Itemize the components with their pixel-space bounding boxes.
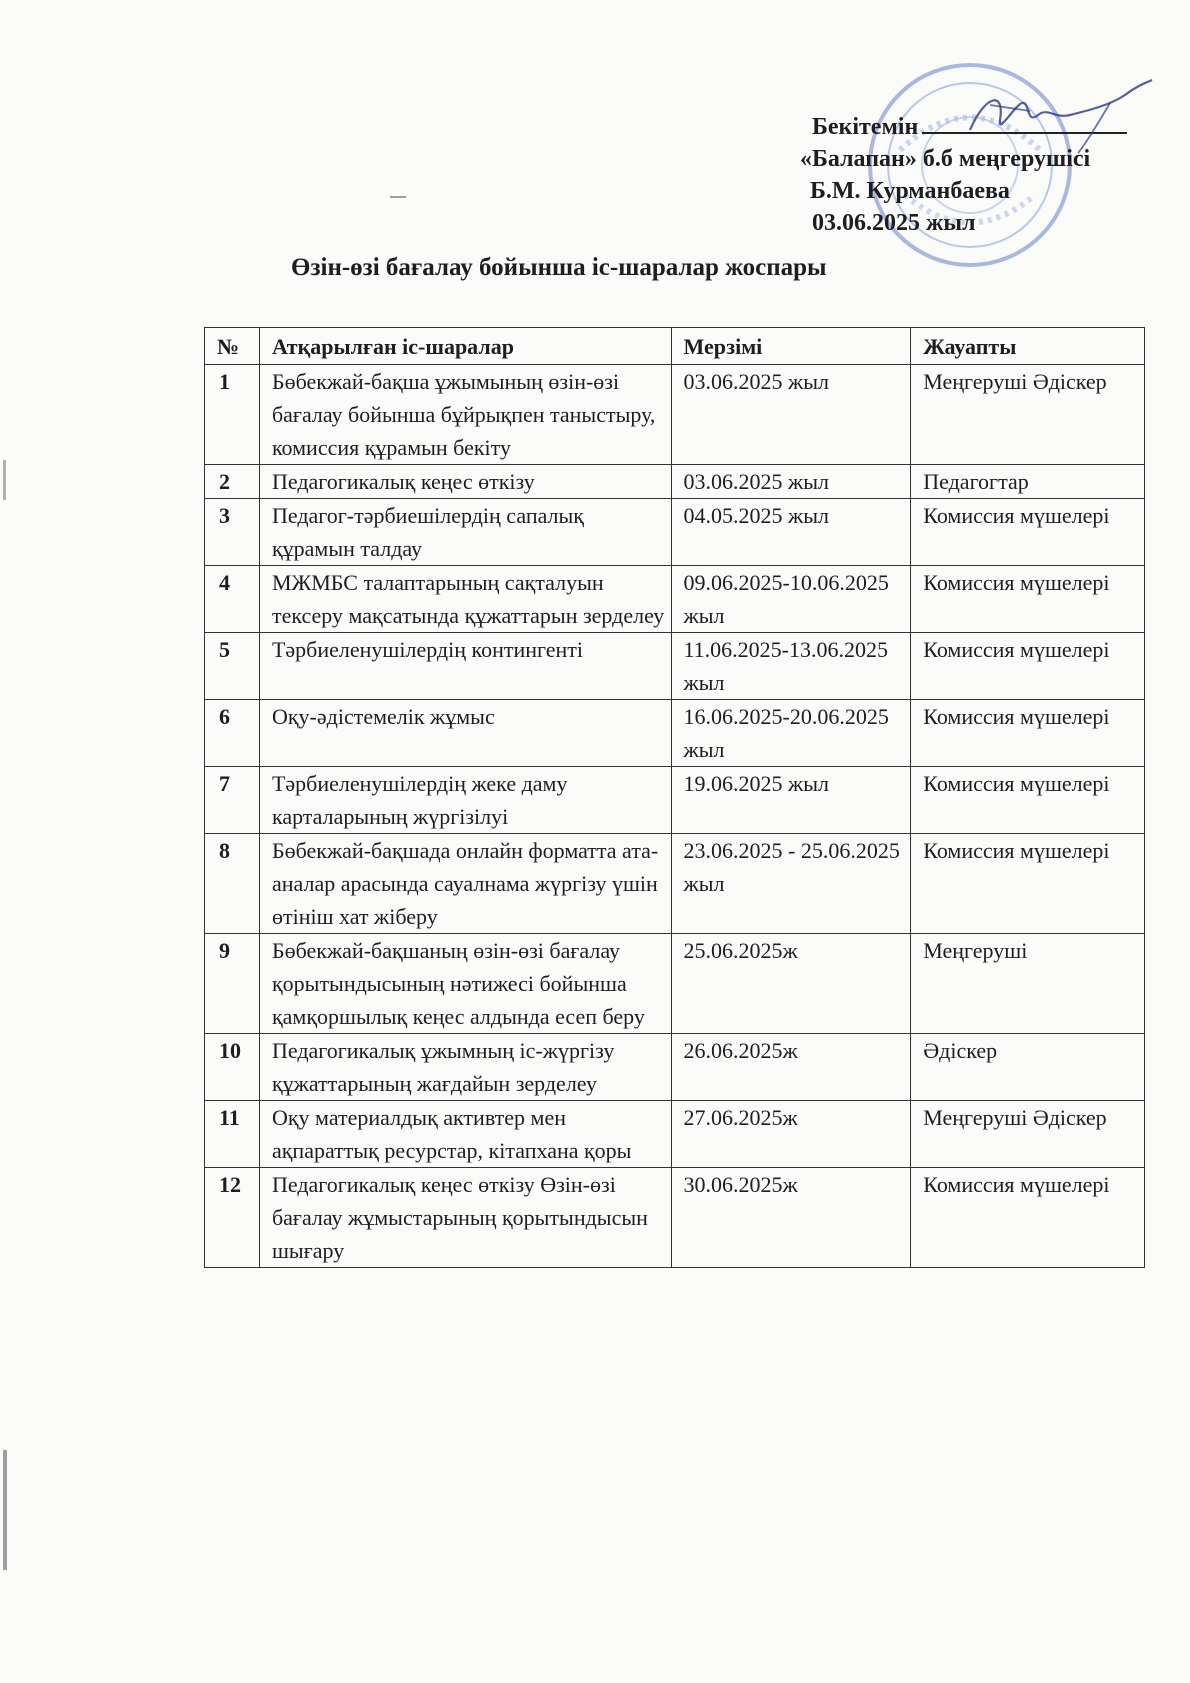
row-number: 11 — [205, 1101, 260, 1168]
row-date: 30.06.2025ж — [671, 1168, 911, 1268]
table-row — [205, 1034, 1145, 1101]
row-number: 10 — [205, 1034, 260, 1101]
table-row — [205, 1101, 1145, 1168]
table-row — [205, 934, 1145, 1034]
header-number: № — [205, 328, 260, 365]
row-date: 27.06.2025ж — [671, 1101, 911, 1168]
row-responsible: Меңгеруші — [911, 934, 1145, 1034]
row-responsible: Комиссия мүшелері — [911, 1168, 1145, 1268]
row-activity: Тәрбиеленушілердің контингенті — [259, 633, 671, 700]
header-activity: Атқарылған іс-шаралар — [259, 328, 671, 365]
row-number: 6 — [205, 700, 260, 767]
row-responsible: Меңгеруші Әдіскер — [911, 1101, 1145, 1168]
table-row — [205, 1168, 1145, 1268]
row-date: 23.06.2025 - 25.06.2025 жыл — [671, 834, 911, 934]
row-responsible: Комиссия мүшелері — [911, 700, 1145, 767]
row-activity: МЖМБС талаптарының сақталуын тексеру мақсатында құжаттарын зерделеу — [259, 566, 671, 633]
row-activity: Бөбекжай-бақшаның өзін-өзі бағалау қорытындысының нәтижесі бойынша қамқоршылық кеңес алдында есеп беру — [259, 934, 671, 1034]
row-number: 8 — [205, 834, 260, 934]
approver-position: «Балапан» б.б меңгерушісі — [800, 146, 1091, 172]
row-activity: Бөбекжай-бақша ұжымының өзін-өзі бағалау бойынша бұйрықпен таныстыру, комиссия құрамын бекіту — [259, 365, 671, 465]
row-date: 19.06.2025 жыл — [671, 767, 911, 834]
row-date: 09.06.2025-10.06.2025 жыл — [671, 566, 911, 633]
scan-speck — [3, 1450, 7, 1570]
table-row — [205, 465, 1145, 499]
row-number: 7 — [205, 767, 260, 834]
row-responsible: Педагогтар — [911, 465, 1145, 499]
approved-label: Бекітемін — [812, 114, 919, 140]
row-number: 9 — [205, 934, 260, 1034]
row-date: 04.05.2025 жыл — [671, 499, 911, 566]
table-header-row — [205, 328, 1145, 365]
row-responsible: Меңгеруші Әдіскер — [911, 365, 1145, 465]
row-activity: Оқу-әдістемелік жұмыс — [259, 700, 671, 767]
row-activity: Педагог-тәрбиешілердің сапалық құрамын талдау — [259, 499, 671, 566]
document-title: Өзін-өзі бағалау бойынша іс-шаралар жоспары — [291, 254, 827, 281]
row-responsible: Комиссия мүшелері — [911, 767, 1145, 834]
table-row — [205, 834, 1145, 934]
row-date: 03.06.2025 жыл — [671, 365, 911, 465]
row-responsible: Комиссия мүшелері — [911, 566, 1145, 633]
row-date: 26.06.2025ж — [671, 1034, 911, 1101]
row-number: 3 — [205, 499, 260, 566]
row-activity: Бөбекжай-бақшада онлайн форматта ата-аналар арасында сауалнама жүргізу үшін өтініш хат жіберу — [259, 834, 671, 934]
row-activity: Педагогикалық ұжымның іс-жүргізу құжаттарының жағдайын зерделеу — [259, 1034, 671, 1101]
table-row — [205, 700, 1145, 767]
row-number: 2 — [205, 465, 260, 499]
table-row — [205, 566, 1145, 633]
row-date: 03.06.2025 жыл — [671, 465, 911, 499]
approver-name: Б.М. Курманбаева — [810, 178, 1010, 204]
row-date: 11.06.2025-13.06.2025 жыл — [671, 633, 911, 700]
row-date: 16.06.2025-20.06.2025 жыл — [671, 700, 911, 767]
scan-speck — [390, 196, 406, 198]
header-date: Мерзімі — [671, 328, 911, 365]
row-date: 25.06.2025ж — [671, 934, 911, 1034]
row-responsible: Комиссия мүшелері — [911, 834, 1145, 934]
row-number: 1 — [205, 365, 260, 465]
approval-date: 03.06.2025 жыл — [812, 210, 976, 236]
row-activity: Оқу материалдық активтер мен ақпараттық ресурстар, кітапхана қоры — [259, 1101, 671, 1168]
row-activity: Педагогикалық кеңес өткізу Өзін-өзі бағалау жұмыстарының қорытындысын шығару — [259, 1168, 671, 1268]
row-responsible: Комиссия мүшелері — [911, 499, 1145, 566]
table-row — [205, 633, 1145, 700]
handwritten-signature-icon — [960, 75, 1160, 155]
header-responsible: Жауапты — [911, 328, 1145, 365]
row-responsible: Әдіскер — [911, 1034, 1145, 1101]
table-row — [205, 767, 1145, 834]
row-activity: Педагогикалық кеңес өткізу — [259, 465, 671, 499]
row-number: 12 — [205, 1168, 260, 1268]
row-responsible: Комиссия мүшелері — [911, 633, 1145, 700]
row-number: 4 — [205, 566, 260, 633]
scan-speck — [3, 460, 6, 500]
table-row — [205, 499, 1145, 566]
row-activity: Тәрбиеленушілердің жеке даму карталарының жүргізілуі — [259, 767, 671, 834]
activities-table — [204, 327, 1145, 1268]
table-row — [205, 365, 1145, 465]
row-number: 5 — [205, 633, 260, 700]
